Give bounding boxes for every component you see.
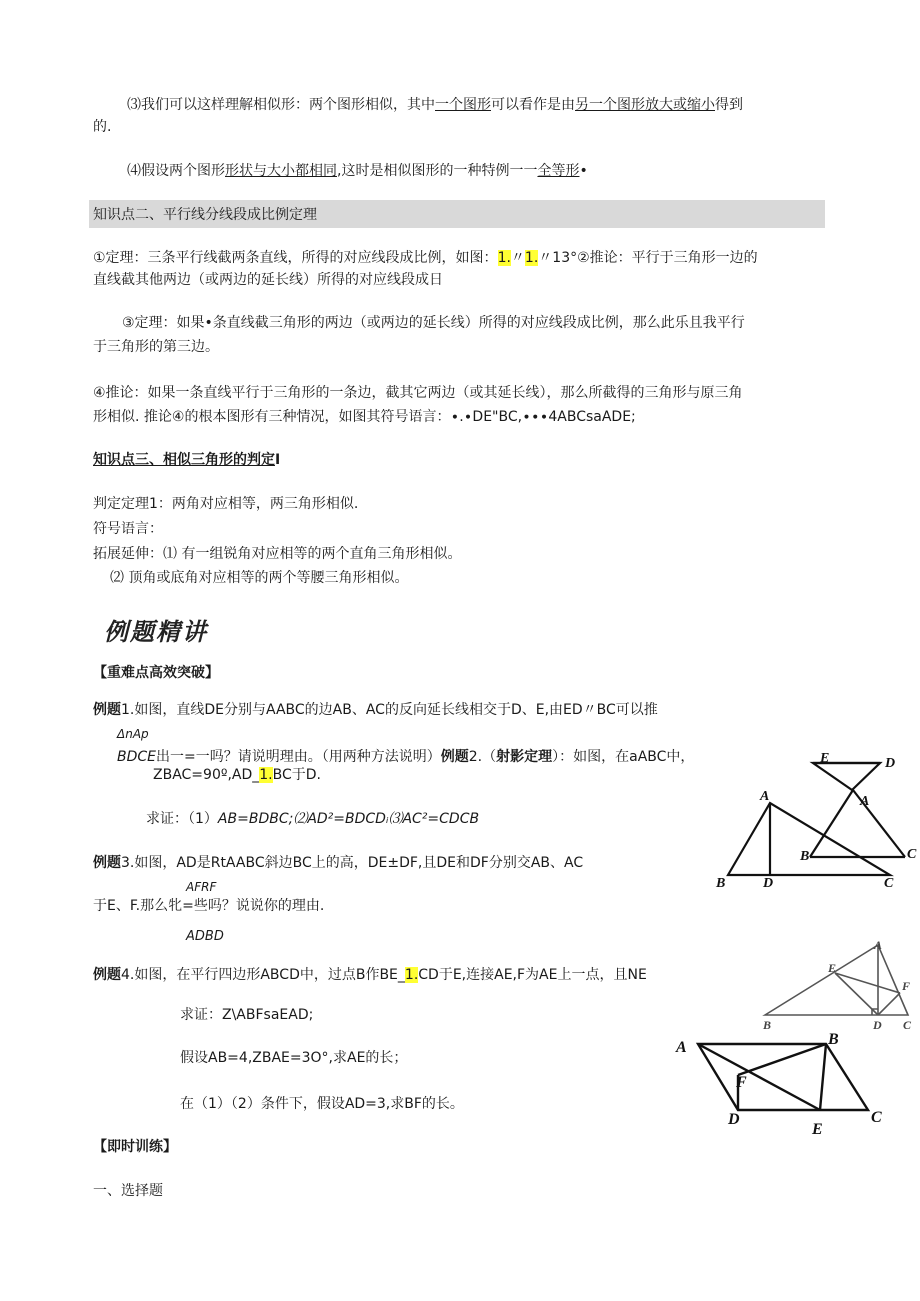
- example-2-proof: [146, 810, 479, 828]
- theorem-4-line2: 形相似. 推论④的根本图形有三种情况，如图其符号语言：∙.∙DE"BC,∙∙∙4ABCsaADE;: [93, 409, 636, 425]
- example-4-line1: [93, 966, 647, 984]
- example-1-line2: [117, 748, 694, 766]
- label-E: E: [820, 751, 830, 766]
- theorem-1-line1: [93, 249, 758, 267]
- label-C: C: [907, 847, 917, 862]
- label-C: C: [884, 876, 894, 891]
- example-text: ZBAC=90º,AD_: [153, 767, 260, 783]
- label-F: F: [902, 979, 911, 993]
- label-A: A: [874, 938, 883, 952]
- underlined-term: 一个图形: [435, 97, 491, 113]
- label-D: D: [763, 876, 774, 891]
- example-3-line1: [93, 854, 583, 872]
- label-D: D: [728, 1111, 740, 1128]
- example-label: 例题: [93, 855, 121, 871]
- fraction-denominator: ADBD: [186, 929, 224, 944]
- fraction-numerator: ΔnAp: [117, 727, 149, 741]
- example-text: 1.如图，直线DE分别与AABC的边AB、AC的反向延长线相交于D、E,由ED〃BC可以推: [121, 702, 658, 718]
- label-C: C: [903, 1018, 912, 1032]
- example-4-q3: 在（1）（2）条件下，假设AD=3,求BF的长。: [180, 1096, 464, 1112]
- example-label: 例题: [440, 749, 469, 765]
- figure-example-3: [760, 935, 920, 1035]
- example-text: CD于E,连接AE,F为AE上一点，且NE: [418, 967, 647, 983]
- para-3-text: 得到: [715, 97, 743, 113]
- underlined-term: 全等形: [537, 163, 580, 179]
- example-text: BC于D.: [272, 767, 321, 783]
- judge-line3: 拓展延伸：⑴ 有一组锐角对应相等的两个直角三角形相似。: [93, 546, 462, 562]
- choice-section-label: 一、选择题: [93, 1183, 163, 1199]
- label-E: E: [812, 1121, 823, 1138]
- label-E: E: [828, 961, 837, 975]
- highlighted-mark: 1.: [259, 767, 273, 783]
- highlighted-mark: 1.: [404, 967, 419, 983]
- example-text: 3.如图，AD是RtAABC斜边BC上的高，DE±DF,且DE和DF分别交AB、AC: [121, 855, 584, 871]
- example-text: 4.如图，在平行四边形ABCD中，过点B作BE_: [121, 967, 405, 983]
- theorem-4-line1: ④推论：如果一条直线平行于三角形的一条边，截其它两边（或其延长线），那么所截得的三角形与原三角: [93, 385, 743, 401]
- para-4-text: ⑷假设两个图形: [127, 163, 225, 179]
- example-text: 2.（: [468, 749, 497, 765]
- proof-label: 求证：（1）: [146, 811, 218, 827]
- key-points-label: 【重难点高效突破】: [93, 665, 219, 681]
- label-B: B: [800, 849, 810, 864]
- label-B: B: [716, 876, 726, 891]
- label-A: A: [760, 789, 770, 804]
- judge-line2: 符号语言：: [93, 521, 163, 537]
- highlighted-mark: 1.: [497, 250, 511, 266]
- example-label: 例题: [93, 967, 121, 983]
- section-3-title: [93, 451, 280, 469]
- para-4-text: •: [579, 163, 588, 179]
- example-2-line2: [153, 766, 321, 784]
- label-C: C: [871, 1109, 882, 1126]
- para-4: [127, 162, 588, 180]
- section-2-title: 知识点二、平行线分线段成比例定理: [93, 207, 317, 223]
- underlined-term: 形状与大小都相同: [225, 163, 337, 179]
- label-D: D: [885, 756, 896, 771]
- highlighted-mark: 1.: [524, 250, 539, 266]
- proof-equations: AB=BDBC;⑵AD²=BDCDᵢ⑶AC²=CDCB: [217, 811, 480, 827]
- label-D: D: [873, 1018, 882, 1032]
- para-4-text: ,这时是相似图形的一种特例一一: [337, 163, 538, 179]
- theorem-3-line1: ③定理：如果•条直线截三角形的两边（或两边的延长线）所得的对应线段成比例，那么此乐且我平行: [122, 315, 745, 331]
- example-banner: 例题精讲: [104, 618, 208, 646]
- section-3-title-text: 知识点三、相似三角形的判定: [93, 452, 275, 468]
- figure-example-2: [700, 745, 915, 890]
- example-label: 例题: [93, 702, 121, 718]
- para-3-text: 可以看作是由: [491, 97, 575, 113]
- theorem-1-line2: 直线截其他两边（或两边的延长线）所得的对应线段成日: [93, 272, 443, 288]
- fraction-numerator: AFRF: [186, 880, 217, 894]
- label-A: A: [676, 1039, 687, 1056]
- label-B: B: [828, 1031, 839, 1048]
- example-3-line2: 于E、F.那么牝=些吗？说说你的理由.: [93, 898, 325, 914]
- section-3-title-tail: I: [275, 452, 281, 468]
- para-3-line1: [127, 96, 743, 114]
- underlined-term: 另一个图形放大或缩小: [575, 97, 715, 113]
- example-4-q2: 假设AB=4,ZBAE=3O°,求AE的长；: [180, 1050, 408, 1066]
- judge-line1: 判定定理1：两角对应相等，两三角形相似.: [93, 496, 359, 512]
- theorem-text: 〃: [510, 250, 525, 266]
- label-F: F: [736, 1074, 747, 1091]
- label-B: B: [763, 1018, 772, 1032]
- example-1-line1: [93, 701, 658, 719]
- theorem-text: ①定理：三条平行线截两条直线，所得的对应线段成比例，如图：: [93, 250, 498, 266]
- example-text: 出一=一吗？请说明理由。（用两种方法说明）: [156, 749, 441, 765]
- para-3-line2: 的.: [93, 119, 112, 135]
- training-label: 【即时训练】: [93, 1139, 177, 1155]
- theorem-text: 〃13°②推论：平行于三角形一边的: [538, 250, 758, 266]
- label-A: A: [860, 794, 870, 809]
- theorem-3-line2: 于三角形的第三边。: [93, 339, 219, 355]
- judge-line4: ⑵ 顶角或底角对应相等的两个等腰三角形相似。: [110, 570, 409, 586]
- fraction-denominator: BDCE: [117, 749, 157, 765]
- theorem-name: 射影定理: [496, 749, 553, 765]
- example-text: ）：如图，在aABC中，: [552, 749, 695, 765]
- para-3-text: ⑶我们可以这样理解相似形：两个图形相似，其中: [127, 97, 435, 113]
- figure-example-4: [668, 1030, 908, 1140]
- example-4-q1: 求证：Z\ABFsaEAD;: [180, 1007, 314, 1023]
